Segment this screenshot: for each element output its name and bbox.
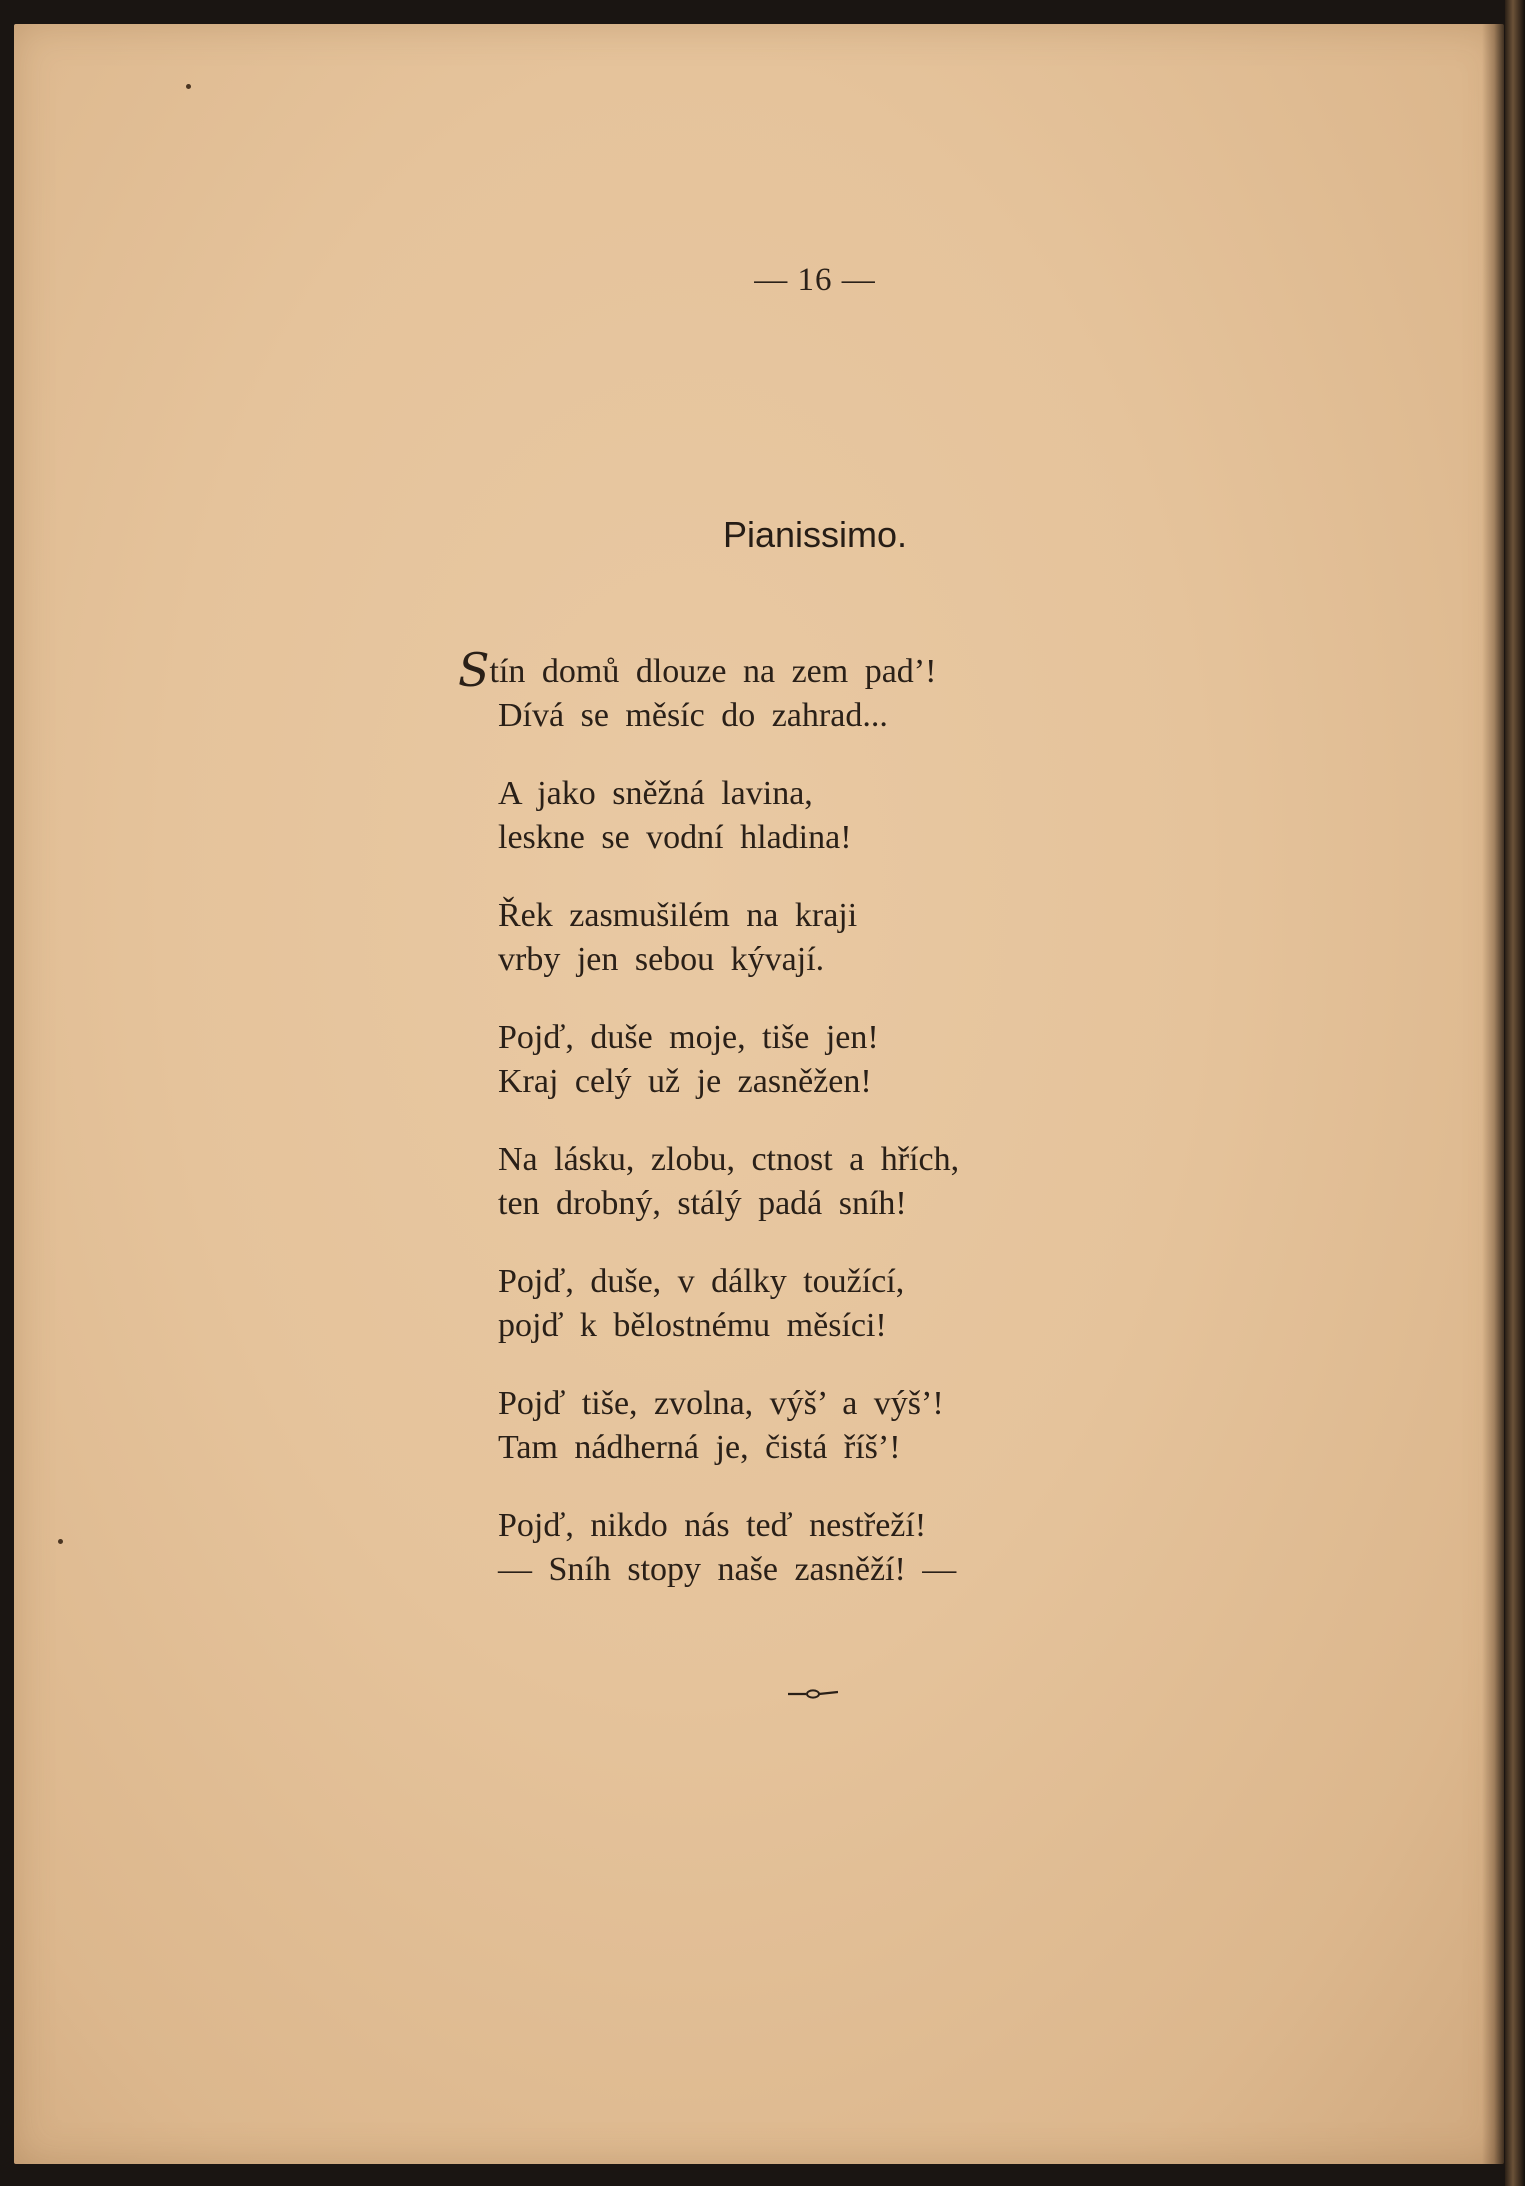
poem-line: pojď k bělostnému měsíci! bbox=[498, 1307, 887, 1344]
poem-title: Pianissimo. bbox=[722, 514, 908, 555]
stanza-8 bbox=[498, 1504, 959, 1592]
stanza-1 bbox=[458, 643, 959, 738]
poem-line: leskne se vodní hladina! bbox=[498, 819, 852, 856]
page-edge-shadow bbox=[1482, 24, 1504, 2164]
poem-line: Tam nádherná je, čistá říš’! bbox=[498, 1429, 901, 1466]
stanza-5 bbox=[498, 1138, 959, 1226]
poem-line: Na lásku, zlobu, ctnost a hřích, bbox=[498, 1141, 960, 1178]
decorated-initial: S bbox=[458, 643, 490, 697]
poem-line: vrby jen sebou kývají. bbox=[498, 941, 825, 978]
poem-line: Kraj celý už je zasněžen! bbox=[498, 1063, 872, 1100]
paper-speck bbox=[58, 1539, 63, 1544]
end-ornament-icon bbox=[788, 1686, 838, 1700]
stanza-7 bbox=[498, 1382, 959, 1470]
poem-body bbox=[458, 643, 960, 1626]
poem-line: Pojď, duše moje, tiše jen! bbox=[498, 1019, 879, 1056]
poem-line: Pojď, duše, v dálky toužící, bbox=[498, 1263, 905, 1300]
poem-line: A jako sněžná lavina, bbox=[498, 775, 813, 812]
poem-line: Pojď, nikdo nás teď nestřeží! bbox=[498, 1507, 927, 1544]
poem-line: ten drobný, stálý padá sníh! bbox=[498, 1185, 907, 1222]
stanza-2 bbox=[498, 772, 959, 860]
poem-line: Dívá se měsíc do zahrad... bbox=[498, 697, 888, 734]
stanza-4 bbox=[498, 1016, 959, 1104]
paper-speck bbox=[186, 84, 191, 89]
stanza-6 bbox=[498, 1260, 959, 1348]
poem-line: Pojď tiše, zvolna, výš’ a výš’! bbox=[498, 1385, 944, 1422]
poem-line-text: tín domů dlouze na zem pad’! bbox=[489, 653, 937, 690]
book-binding bbox=[1505, 0, 1525, 2186]
poem-line bbox=[458, 643, 959, 697]
poem-line: — Sníh stopy naše zasněží! — bbox=[498, 1551, 957, 1588]
page-number: — 16 — bbox=[754, 262, 876, 298]
poem-line: Řek zasmušilém na kraji bbox=[498, 897, 858, 934]
stanza-3 bbox=[498, 894, 959, 982]
